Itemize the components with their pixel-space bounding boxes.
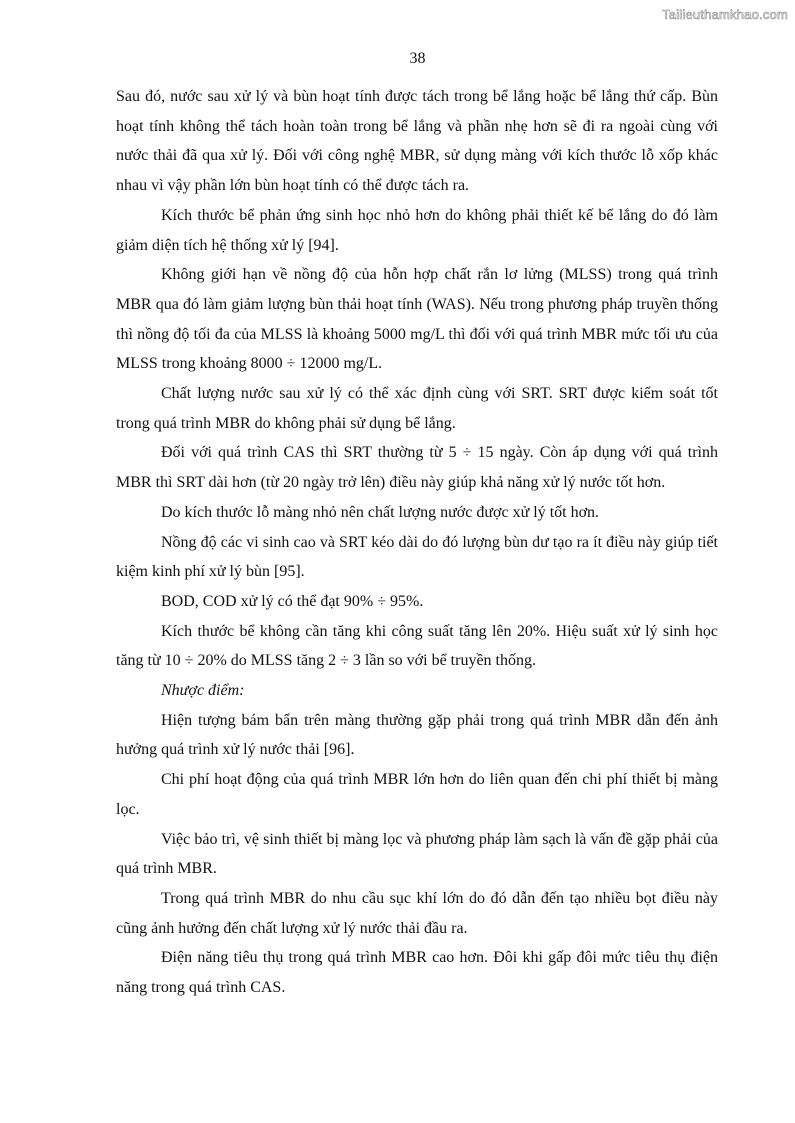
paragraph: BOD, COD xử lý có thể đạt 90% ÷ 95%. <box>161 592 424 610</box>
paragraph: Trong quá trình MBR do nhu cầu sục khí lớn do đó dẫn đến tạo nhiều bọt điều này cũng ảnh hưởng đến chất lượng xử lý nước thải đầu ra. <box>116 889 718 937</box>
paragraph: Kích thước bể phản ứng sinh học nhỏ hơn do không phải thiết kế bể lắng do đó làm giảm diện tích hệ thống xử lý [94]. <box>116 206 718 254</box>
paragraph: Chi phí hoạt động của quá trình MBR lớn hơn do liên quan đến chi phí thiết bị màng lọc. <box>116 771 718 818</box>
paragraph: Do kích thước lỗ màng nhỏ nên chất lượng nước được xử lý tốt hơn. <box>161 503 600 521</box>
section-subheading: Nhược điểm: <box>161 682 245 700</box>
paragraph: Kích thước bể không cần tăng khi công suất tăng lên 20%. Hiệu suất xử lý sinh học tăng từ 10 ÷ 20% do MLSS tăng 2 ÷ 3 lần so với bể truyền thống. <box>116 622 718 670</box>
page-number: 38 <box>409 50 426 67</box>
paragraph: Việc bảo trì, vệ sinh thiết bị màng lọc và phương pháp làm sạch là vấn đề gặp phải của quá trình MBR. <box>116 830 718 878</box>
paragraph: Nồng độ các vi sinh cao và SRT kéo dài do đó lượng bùn dư tạo ra ít điều này giúp tiết kiệm kinh phí xử lý bùn [95]. <box>116 533 718 581</box>
watermark: Tailieuthamkhao.com <box>662 7 788 22</box>
paragraph: Hiện tượng bám bẩn trên màng thường gặp phải trong quá trình MBR dẫn đến ảnh hưởng quá trình xử lý nước thải [96]. <box>116 711 718 759</box>
paragraph: Đối với quá trình CAS thì SRT thường từ 5 ÷ 15 ngày. Còn áp dụng với quá trình MBR thì SRT dài hơn (từ 20 ngày trở lên) điều này giúp khả năng xử lý nước tốt hơn. <box>116 444 718 492</box>
paragraph: Điện năng tiêu thụ trong quá trình MBR cao hơn. Đôi khi gấp đôi mức tiêu thụ điện năng trong quá trình CAS. <box>116 949 718 997</box>
paragraph: Chất lượng nước sau xử lý có thể xác định cùng với SRT. SRT được kiểm soát tốt trong quá trình MBR do không phải sử dụng bể lắng. <box>116 385 718 432</box>
document-body <box>116 82 718 1003</box>
paragraph: Sau đó, nước sau xử lý và bùn hoạt tính được tách trong bể lắng hoặc bể lắng thứ cấp. Bùn hoạt tính không thể tách hoàn toàn trong bể lắng và phần nhẹ hơn sẽ đi ra ngoài cùng với nước thải đã qua xử lý. Đối với công nghệ MBR, sử dụng màng với kích thước lỗ xốp khác nhau vì vậy phần lớn bùn hoạt tính có thể được tách ra. <box>116 88 718 195</box>
paragraph: Không giới hạn về nồng độ của hỗn hợp chất rắn lơ lửng (MLSS) trong quá trình MBR qua đó làm giảm lượng bùn thải hoạt tính (WAS). Nếu trong phương pháp truyền thống thì nồng độ tối đa của MLSS là khoảng 5000 mg/L thì đối với quá trình MBR mức tối ưu của MLSS trong khoảng 8000 ÷ 12000 mg/L. <box>116 266 718 373</box>
